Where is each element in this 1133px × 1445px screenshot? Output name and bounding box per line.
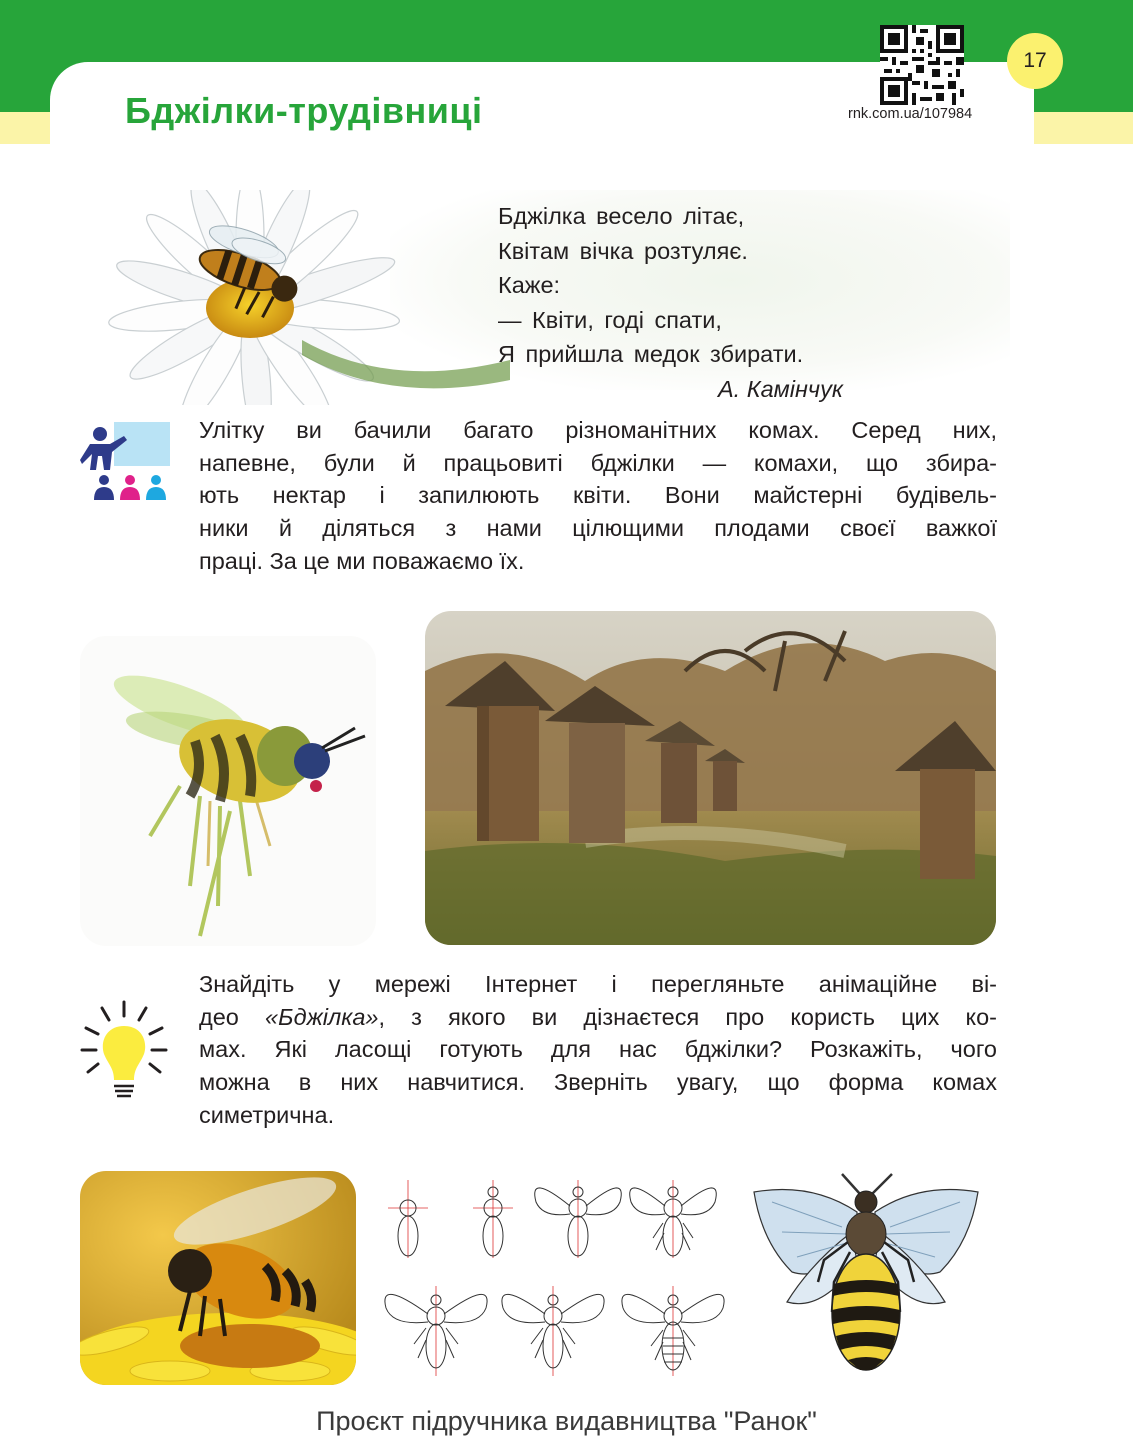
paragraph-line: ють нектар і запилюють квіти. Вони майстерні будівель- [199, 482, 997, 509]
video-title: «Бджілка» [265, 1003, 379, 1030]
paragraph-line: праці. За це ми поважаємо їх. [199, 547, 525, 574]
task-paragraph [199, 968, 997, 1131]
bee-drawing-steps-image [378, 1178, 734, 1378]
poem-line: — Квіти, годі спати, [498, 306, 722, 333]
poem [498, 199, 843, 402]
paragraph-line: можна в них навчитися. Зверніть увагу, що форма комах [199, 1069, 997, 1096]
paragraph-line: Улітку ви бачили багато різноманітних комах. Серед них, [199, 417, 997, 443]
text-fragment: , з якого ви дізнаєтеся про користь цих ко- [378, 1003, 997, 1030]
intro-paragraph [199, 414, 997, 577]
poem-author: А. Камінчук [718, 376, 843, 402]
qr-url[interactable]: rnk.com.ua/107984 [848, 106, 973, 122]
page-number-badge: 17 [1007, 33, 1063, 89]
header-accent-right [1034, 112, 1133, 144]
qr-code-icon[interactable] [880, 25, 964, 105]
watercolor-bee-image [80, 636, 376, 946]
text-fragment: део [199, 1003, 265, 1030]
bee-drawing-image [752, 1172, 980, 1380]
bee-on-flower-image [80, 1171, 356, 1385]
paragraph-line: Знайдіть у мережі Інтернет і перегляньте анімаційне ві- [199, 971, 997, 997]
poem-line: Квітам вічка розтуляє. [498, 237, 748, 264]
page-title: Бджілки-трудівниці [125, 90, 483, 131]
footer-publisher-note: Проєкт підручника видавництва "Ранок" [316, 1406, 817, 1436]
poem-line: Каже: [498, 272, 561, 298]
apiary-painting-image [425, 611, 996, 945]
paragraph-line: напевне, були й працьовиті бджілки — комахи, що збира- [199, 449, 997, 476]
paragraph-line: симетрична. [199, 1101, 335, 1128]
poem-line: Я прийшла медок збирати. [498, 341, 804, 367]
teacher-icon [78, 420, 170, 508]
paragraph-line: мах. Які ласощі готують для нас бджілки? Розкажіть, чого [199, 1036, 997, 1063]
lightbulb-icon [80, 998, 168, 1102]
paragraph-line [199, 1001, 997, 1034]
paragraph-line: ники й діляться з нами цілющими плодами своєї важкої [199, 515, 997, 542]
poem-line: Бджілка весело літає, [498, 203, 745, 229]
